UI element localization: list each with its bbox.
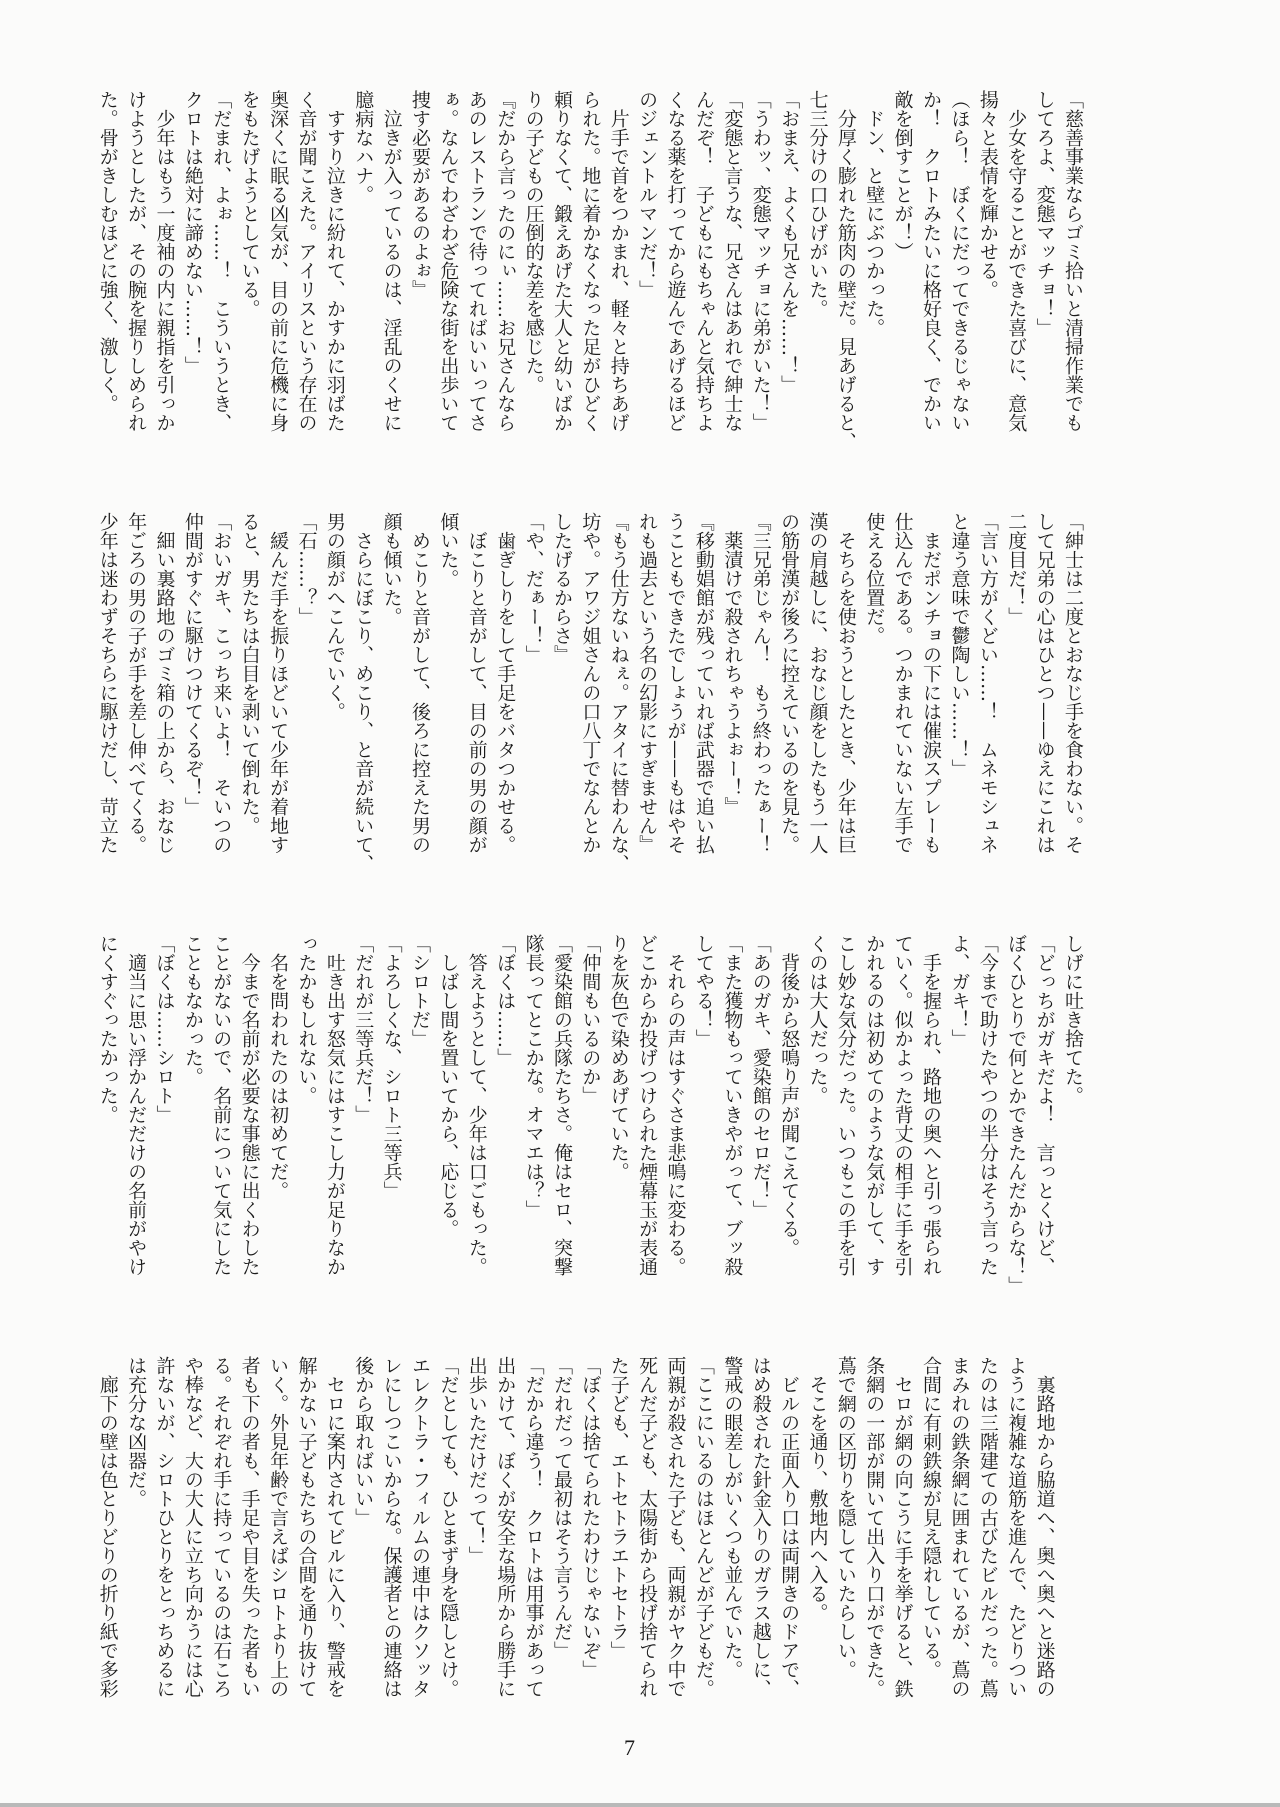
text-column: 細い裏路地のゴミ箱の上から、おなじ xyxy=(153,512,176,854)
text-column: 吐き出す怒気にはすこし力が足りなか xyxy=(323,934,346,1276)
text-column: 「うわッ、変態マッチョに弟がいた！」 xyxy=(749,90,772,432)
page-number: 7 xyxy=(624,1735,635,1760)
text-column: 「今まで助けたやつの半分はそう言った xyxy=(976,934,999,1276)
text-column: 『もう仕方ないねぇ。アタイに替わんな、 xyxy=(607,512,630,873)
text-column: 「だとしても、ひとまず身を隠しとけ。 xyxy=(437,1356,460,1698)
text-column: 分厚く膨れた筋肉の壁だ。見あげると、 xyxy=(834,90,857,451)
text-column: 蔦で網の区切りを隠していたらしい。 xyxy=(834,1356,857,1679)
text-column: けようとしたが、その腕を握りしめられ xyxy=(125,90,148,432)
text-column: まだポンチョの下には催涙スプレーも xyxy=(920,512,943,854)
text-column: ぼこりと音がして、目の前の男の顔が xyxy=(465,512,488,854)
text-column: 頼りなくて、鍛えあげた大人と幼いばか xyxy=(550,90,573,432)
text-column: た子ども、エトセトラエトセトラ」 xyxy=(607,1356,630,1660)
text-column: 出歩いただけだって！」 xyxy=(465,1356,488,1565)
text-column: く音が聞こえた。アイリスという存在の xyxy=(295,90,318,432)
text-column: してろよ、変態マッチョ！」 xyxy=(1033,90,1056,337)
text-column: 少年は迷わずそちらに駆けだし、苛立た xyxy=(96,512,119,854)
text-column: そこを通り、敷地内へ入る。 xyxy=(806,1356,829,1622)
text-column: 「シロトだ」 xyxy=(409,934,432,1048)
text-column: た。骨がきしむほどに強く、激しく。 xyxy=(96,90,119,413)
text-column: と違う意味で鬱陶しい……！」 xyxy=(948,512,971,778)
text-column: こし妙な気分だった。いつもこの手を引 xyxy=(834,934,857,1276)
text-column: 者も下の者も、手足や目を失った者もい xyxy=(238,1356,261,1698)
text-column: をもたげようとしている。 xyxy=(238,90,261,318)
text-tier-3 xyxy=(93,934,1087,1295)
text-column: 薬漬けで殺されちゃうよぉー！』 xyxy=(721,512,744,816)
text-column: の筋骨漢が後ろに控えているのを見た。 xyxy=(778,512,801,854)
text-column: は充分な凶器だ。 xyxy=(125,1356,148,1508)
text-column: （ほら！ ぼくにだってできるじゃない xyxy=(948,90,971,432)
text-column: 「ぼくは……」 xyxy=(494,934,517,1067)
text-column: 許ないが、シロトひとりをとっちめるに xyxy=(153,1356,176,1698)
text-column: 「だれだって最初はそう言うんだ」 xyxy=(550,1356,573,1660)
text-column: 年ごろの男の子が手を差し伸べてくる。 xyxy=(125,512,148,854)
text-column: 隊長ってとこかな。オマエは？」 xyxy=(522,934,545,1219)
text-column: たのは三階建ての古びたビルだった。蔦 xyxy=(976,1356,999,1698)
text-column: ていく。似かよった背丈の相手に手を引 xyxy=(891,934,914,1276)
text-column: 仲間がすぐに駆けつけてくるぞ！」 xyxy=(181,512,204,816)
text-column: 「石……？」 xyxy=(295,512,318,626)
text-column: はめ殺された針金入りのガラス越しに、 xyxy=(749,1356,772,1698)
text-column: 手を握られ、路地の奥へと引っ張られ xyxy=(920,934,943,1276)
text-column: んだぞ！ 子どもにもちゃんと気持ちよ xyxy=(692,90,715,432)
text-column: 少女を守ることができた喜びに、意気 xyxy=(1005,90,1028,432)
text-column: 「だれが三等兵だ！」 xyxy=(352,934,375,1124)
text-column: セロが網の向こうに手を挙げると、鉄 xyxy=(891,1356,914,1698)
text-column: 「あのガキ、愛染館のセロだ！」 xyxy=(749,934,772,1219)
text-column: 臆病なハナ。 xyxy=(352,90,375,204)
text-column: してやる！」 xyxy=(692,934,715,1048)
text-column: 適当に思い浮かんだだけの名前がやけ xyxy=(125,934,148,1276)
text-column: 『三兄弟じゃん！ もう終わったぁー！ xyxy=(749,512,772,854)
text-column: 「どっちがガキだよ！ 言っとくけど、 xyxy=(1033,934,1056,1276)
text-column: すすり泣きに紛れて、かすかに羽ばた xyxy=(323,90,346,432)
text-column: めこりと音がして、後ろに控えた男の xyxy=(409,512,432,854)
text-column: 奥深くに眠る凶気が、目の前に危機に身 xyxy=(267,90,290,432)
text-column: 「紳士は二度とおなじ手を食わない。そ xyxy=(1062,512,1084,854)
text-column: 「愛染館の兵隊たちさ。俺はセロ、突撃 xyxy=(550,934,573,1276)
text-column: 廊下の壁は色とりどりの折り紙で多彩 xyxy=(96,1356,119,1698)
text-column: それらの声はすぐさま悲鳴に変わる。 xyxy=(664,934,687,1276)
text-column: ように複雑な道筋を進んで、たどりつい xyxy=(1005,1356,1028,1698)
text-column: エレクトラ・フィルムの連中はクソッタ xyxy=(409,1356,432,1698)
text-column: 「ぼくは……シロト」 xyxy=(153,934,176,1124)
text-tier-4 xyxy=(93,1356,1087,1702)
text-column: 少年はもう一度袖の内に親指を引っか xyxy=(153,90,176,432)
text-column: ぼくひとりで何とかできたんだからな！」 xyxy=(1005,934,1028,1295)
text-column: 「おまえ、よくも兄さんを……！」 xyxy=(778,90,801,394)
text-column: 「言い方がくどい……！ ムネモシュネ xyxy=(976,512,999,854)
text-column: ると、男たちは白目を剥いて倒れた。 xyxy=(238,512,261,835)
text-column: 『移動娼館が残っていれば武器で追い払 xyxy=(692,512,715,854)
text-column: 死んだ子ども、太陽街から投げ捨てられ xyxy=(636,1356,659,1698)
text-column: や棒など、大の大人に立ち向かうには心 xyxy=(181,1356,204,1698)
text-column: 答えようとして、少年は口ごもった。 xyxy=(465,934,488,1276)
text-column: かれるのは初めてのような気がして、す xyxy=(863,934,886,1276)
text-column: ドン、と壁にぶつかった。 xyxy=(863,90,886,337)
text-column: 「だから違う！ クロトは用事があって xyxy=(522,1356,545,1698)
text-column: 出かけて、ぼくが安全な場所から勝手に xyxy=(494,1356,517,1698)
text-column: りを灰色で染めあげていた。 xyxy=(607,934,630,1181)
text-column: 後から取ればいい」 xyxy=(352,1356,375,1527)
text-column: 背後から怒鳴り声が聞こえてくる。 xyxy=(778,934,801,1257)
text-column: られた。地に着かなくなった足がひどく xyxy=(579,90,602,432)
text-column: る。それぞれ手に持っているのは石ころ xyxy=(210,1356,233,1698)
text-column: 七三分けの口ひげがいた。 xyxy=(806,90,829,318)
text-column: したげるからさ』 xyxy=(550,512,573,664)
text-column: 漢の肩越しに、おなじ顔をしたもう一人 xyxy=(806,512,829,854)
text-column: くのは大人だった。 xyxy=(806,934,829,1105)
text-column: ことがないので、名前について気にした xyxy=(210,934,233,1276)
text-column: 合間に有刺鉄線が見え隠れしている。 xyxy=(920,1356,943,1679)
text-column: 「ぼくは捨てられたわけじゃないぞ」 xyxy=(579,1356,602,1679)
text-column: 敵を倒すことが！） xyxy=(891,90,914,261)
text-column: こともなかった。 xyxy=(181,934,204,1086)
text-column: 「慈善事業ならゴミ拾いと清掃作業でも xyxy=(1062,90,1084,432)
text-column: 条網の一部が開いて出入り口ができた。 xyxy=(863,1356,886,1698)
text-tier-2 xyxy=(93,512,1087,873)
text-tier-1 xyxy=(93,90,1087,451)
text-column: 泣きが入っているのは、淫乱のくせに xyxy=(380,90,403,432)
text-column: 傾いた。 xyxy=(437,512,460,588)
text-column: か！ クロトみたいに格好良く、でかい xyxy=(920,90,943,432)
text-column: れも過去という名の幻影にすぎません』 xyxy=(636,512,659,854)
text-column: 緩んだ手を振りほどいて少年が着地す xyxy=(267,512,290,854)
text-column: まみれの鉄条網に囲まれているが、蔦の xyxy=(948,1356,971,1698)
text-column: 今まで名前が必要な事態に出くわした xyxy=(238,934,261,1276)
text-column: 捜す必要があるのよぉ』 xyxy=(409,90,432,299)
text-column: のジェントルマンだ！」 xyxy=(636,90,659,299)
scan-edge-divider xyxy=(0,1803,1280,1807)
text-column: 揚々と表情を輝かせる。 xyxy=(976,90,999,299)
text-column: にくすぐったかった。 xyxy=(96,934,119,1124)
text-column: そちらを使おうとしたとき、少年は巨 xyxy=(834,512,857,854)
text-column: 解かない子どもたちの合間を通り抜けて xyxy=(295,1356,318,1698)
text-column: ったかもしれない。 xyxy=(295,934,318,1105)
text-column: うこともできたでしょうが——もはやそ xyxy=(664,512,687,854)
text-column: ビルの正面入り口は両開きのドアで、 xyxy=(778,1356,801,1698)
text-column: 「変態と言うな、兄さんはあれで紳士な xyxy=(721,90,744,432)
text-column: 男の顔がへこんでいく。 xyxy=(323,512,346,721)
text-column: 「おいガキ、こっち来いよ！ そいつの xyxy=(210,512,233,854)
text-column: セロに案内されてビルに入り、警戒を xyxy=(323,1356,346,1698)
text-column: どこからか投げつけられた煙幕玉が表通 xyxy=(636,934,659,1276)
text-column: 二度目だ！」 xyxy=(1005,512,1028,626)
text-column: さらにぼこり、めこり、と音が続いて、 xyxy=(352,512,375,873)
text-column: して兄弟の心はひとつ——ゆえにこれは xyxy=(1033,512,1056,854)
text-column: しばし間を置いてから、応じる。 xyxy=(437,934,460,1238)
text-column: 両親が殺された子ども、両親がヤク中で xyxy=(664,1356,687,1698)
text-column: 歯ぎしりをして手足をバタつかせる。 xyxy=(494,512,517,854)
text-column: りの子どもの圧倒的な差を感じた。 xyxy=(522,90,545,394)
text-column: 「よろしくな、シロト三等兵」 xyxy=(380,934,403,1200)
text-column: ぁ。なんでわざわざ危険な街を出歩いて xyxy=(437,90,460,432)
text-column: 坊や。アワジ姐さんの口八丁でなんとか xyxy=(579,512,602,854)
text-column: 使える位置だ。 xyxy=(863,512,886,645)
text-column: 「また獲物もっていきやがって、ブッ殺 xyxy=(721,934,744,1276)
text-column: 「ここにいるのはほとんどが子どもだ。 xyxy=(692,1356,715,1698)
text-column: 裏路地から脇道へ、奥へ奥へと迷路の xyxy=(1033,1356,1056,1698)
text-column: 「だまれ、よぉ……！ こういうとき、 xyxy=(210,90,233,432)
text-column: 片手で首をつかまれ、軽々と持ちあげ xyxy=(607,90,630,432)
text-column: しげに吐き捨てた。 xyxy=(1062,934,1084,1105)
text-column: よ、ガキ！」 xyxy=(948,934,971,1048)
text-column: あのレストランで待ってればいいってさ xyxy=(465,90,488,432)
text-column: 仕込んである。つかまれていない左手で xyxy=(891,512,914,854)
text-column: クロトは絶対に諦めない……！」 xyxy=(181,90,204,375)
text-column: 「や、だぁー！」 xyxy=(522,512,545,664)
text-column: 「仲間もいるのか」 xyxy=(579,934,602,1105)
text-column: 顔も傾いた。 xyxy=(380,512,403,626)
text-column: 名を問われたのは初めてだ。 xyxy=(267,934,290,1200)
text-column: レにしつこいからな。保護者との連絡は xyxy=(380,1356,403,1698)
text-column: 警戒の眼差しがいくつも並んでいた。 xyxy=(721,1356,744,1679)
text-column: いく。外見年齢で言えばシロトより上の xyxy=(267,1356,290,1698)
text-column: 『だから言ったのにぃ……お兄さんなら xyxy=(494,90,517,432)
text-column: くなる薬を打ってから遊んであげるほど xyxy=(664,90,687,432)
